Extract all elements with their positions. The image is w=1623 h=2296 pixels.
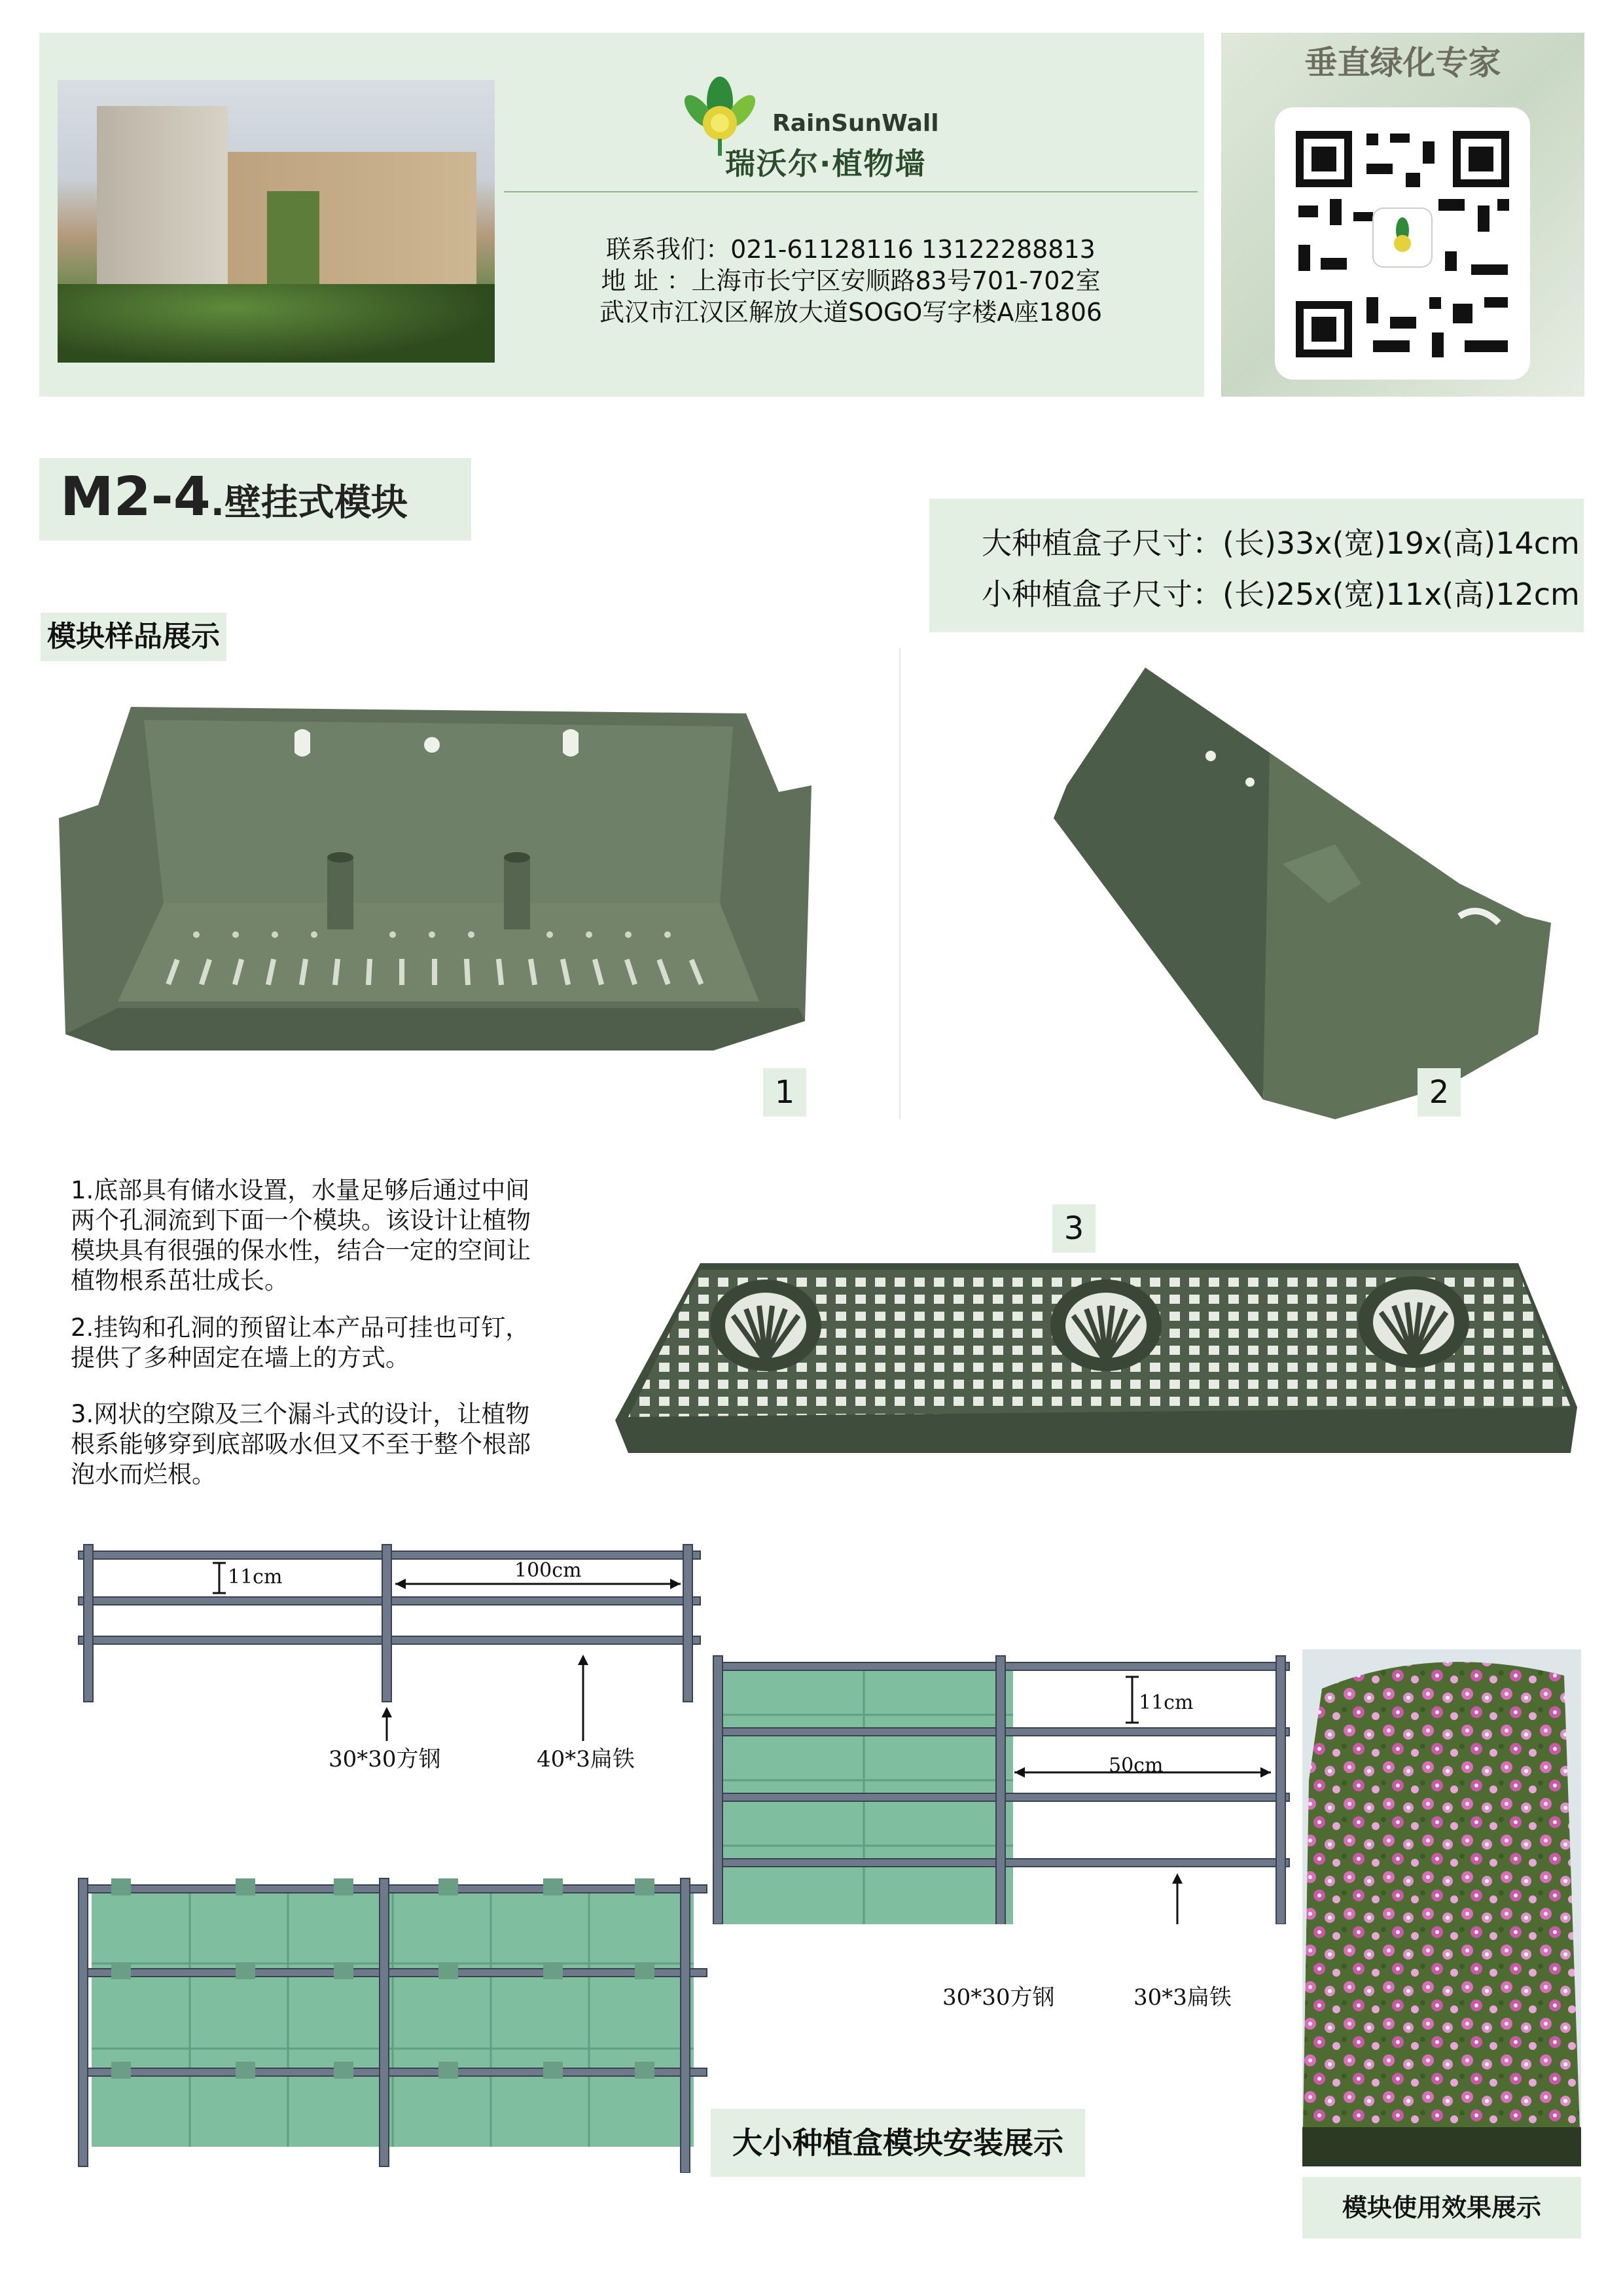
small-frame-diagram — [707, 1649, 1296, 1924]
note-line: 1.底部具有储水设置，水量足够后通过中间 — [71, 1176, 530, 1204]
contact-address-shanghai: 地 址 ：上海市长宁区安顺路83号701-702室 — [601, 266, 1101, 295]
spec-large-box: 大种植盒子尺寸：(长)33x(宽)19x(高)14cm — [982, 526, 1580, 561]
contact-phone: 联系我们：021-61128116 13122288813 — [606, 235, 1096, 264]
large-installation-diagram — [72, 1872, 713, 2173]
note-line: 3.网状的空隙及三个漏斗式的设计，让植物 — [71, 1400, 530, 1428]
note-line: 泡水而烂根。 — [71, 1460, 216, 1488]
sample-number-1: 1 — [763, 1068, 806, 1117]
note-line: 提供了多种固定在墙上的方式。 — [71, 1344, 410, 1372]
contact-address-wuhan: 武汉市江汉区解放大道SOGO写字楼A座1806 — [599, 298, 1103, 327]
header-divider — [504, 191, 1198, 192]
product-title — [60, 466, 408, 528]
small-label-bar: 30*3扁铁 — [1133, 1984, 1232, 2011]
note-mounting — [71, 1313, 529, 1373]
sample-number-2: 2 — [1418, 1068, 1461, 1117]
qr-code-icon — [1275, 107, 1530, 380]
small-dim-height: 11cm — [1139, 1691, 1194, 1714]
product-code: M2-4 — [60, 466, 211, 528]
large-dim-width: 100cm — [514, 1559, 582, 1582]
building-photo — [58, 80, 495, 363]
large-dim-height: 11cm — [228, 1566, 283, 1588]
sample-2-side-view — [1054, 668, 1551, 1126]
large-label-post: 30*30方钢 — [329, 1746, 441, 1772]
brand-chinese: 瑞沃尔·植物墙 — [725, 146, 927, 181]
qr-code — [1275, 107, 1530, 380]
sample-3-mesh-tray — [615, 1257, 1584, 1466]
sample-number-3: 3 — [1052, 1204, 1096, 1253]
small-dim-width: 50cm — [1109, 1754, 1164, 1777]
note-line: 植物根系茁壮成长。 — [71, 1266, 289, 1295]
spec-small-box: 小种植盒子尺寸：(长)25x(宽)11x(高)12cm — [982, 577, 1580, 612]
note-line: 两个孔洞流到下面一个模块。该设计让植物 — [71, 1206, 531, 1234]
brand-english: RainSunWall — [772, 110, 939, 137]
samples-label: 模块样品展示 — [41, 613, 226, 661]
product-name: .壁挂式模块 — [210, 482, 408, 524]
note-water-storage — [71, 1175, 531, 1296]
small-label-post: 30*30方钢 — [942, 1984, 1055, 2011]
note-line: 2.挂钩和孔洞的预留让本产品可挂也可钉， — [71, 1314, 530, 1342]
note-line: 模块具有很强的保水性，结合一定的空间让 — [71, 1236, 531, 1265]
large-label-bar: 40*3扁铁 — [537, 1746, 635, 1772]
note-line: 根系能够穿到底部吸水但又不至于整个根部 — [71, 1430, 531, 1458]
sample-divider — [899, 648, 901, 1119]
sample-1-planter-box — [59, 694, 818, 1060]
effect-photo-flowers — [1302, 1649, 1581, 2166]
note-mesh-funnel — [71, 1399, 531, 1490]
effect-caption: 模块使用效果展示 — [1302, 2177, 1581, 2238]
qr-title: 垂直绿化专家 — [1304, 43, 1501, 82]
large-frame-diagram — [72, 1538, 707, 1774]
install-caption: 大小种植盒模块安装展示 — [711, 2109, 1085, 2177]
